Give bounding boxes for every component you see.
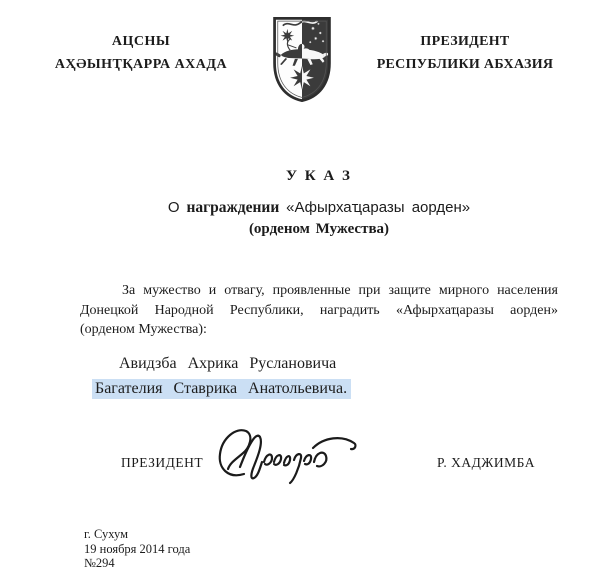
text-selection-highlight: Багателия Ставрика Анатольевича.: [92, 379, 351, 399]
header-right-line2: РЕСПУБЛИКИ АБХАЗИЯ: [376, 57, 554, 72]
signer-name: Р. ХАДЖИМБА: [437, 455, 535, 470]
subject-award-name: «Афырхаҵаразы аорден»: [286, 199, 471, 216]
header-left-line1: АЦСНЫ: [111, 34, 171, 49]
awardee-name: Авидзба Ахрика Руслановича: [119, 355, 337, 372]
body-line: Донецкой Народной Республики, наградить «Афырхаҵаразы аорден»: [80, 302, 558, 318]
president-label: ПРЕЗИДЕНТ: [121, 455, 204, 470]
header-right-line1: ПРЕЗИДЕНТ: [420, 34, 510, 49]
header-left: [50, 30, 232, 76]
decree-number: №294: [84, 556, 115, 571]
awardee-name-highlighted: [92, 380, 351, 398]
footer-city: г. Сухум: [84, 527, 129, 541]
decree-body: [80, 281, 558, 340]
subject-prefix: О: [167, 199, 180, 216]
abkhazia-coat-of-arms-icon: [270, 14, 334, 105]
subject-bold: награждении: [186, 199, 280, 216]
body-line: (орденом Мужества):: [80, 322, 207, 337]
header-right: [361, 30, 569, 76]
handwritten-signature-icon: [210, 422, 362, 490]
body-line: За мужество и отвагу, проявленные при защите мирного населения: [122, 283, 558, 298]
decree-title: У К А З: [286, 168, 352, 184]
decree-subject-line2: (орденом Мужества): [248, 221, 390, 237]
footer-date: 19 ноября 2014 года: [84, 541, 191, 556]
decree-subject-line1: [80, 199, 558, 217]
footer-block: [84, 527, 190, 571]
header-left-line2: АҲӘЫНҬҚАРРА АХАДА: [54, 57, 228, 72]
